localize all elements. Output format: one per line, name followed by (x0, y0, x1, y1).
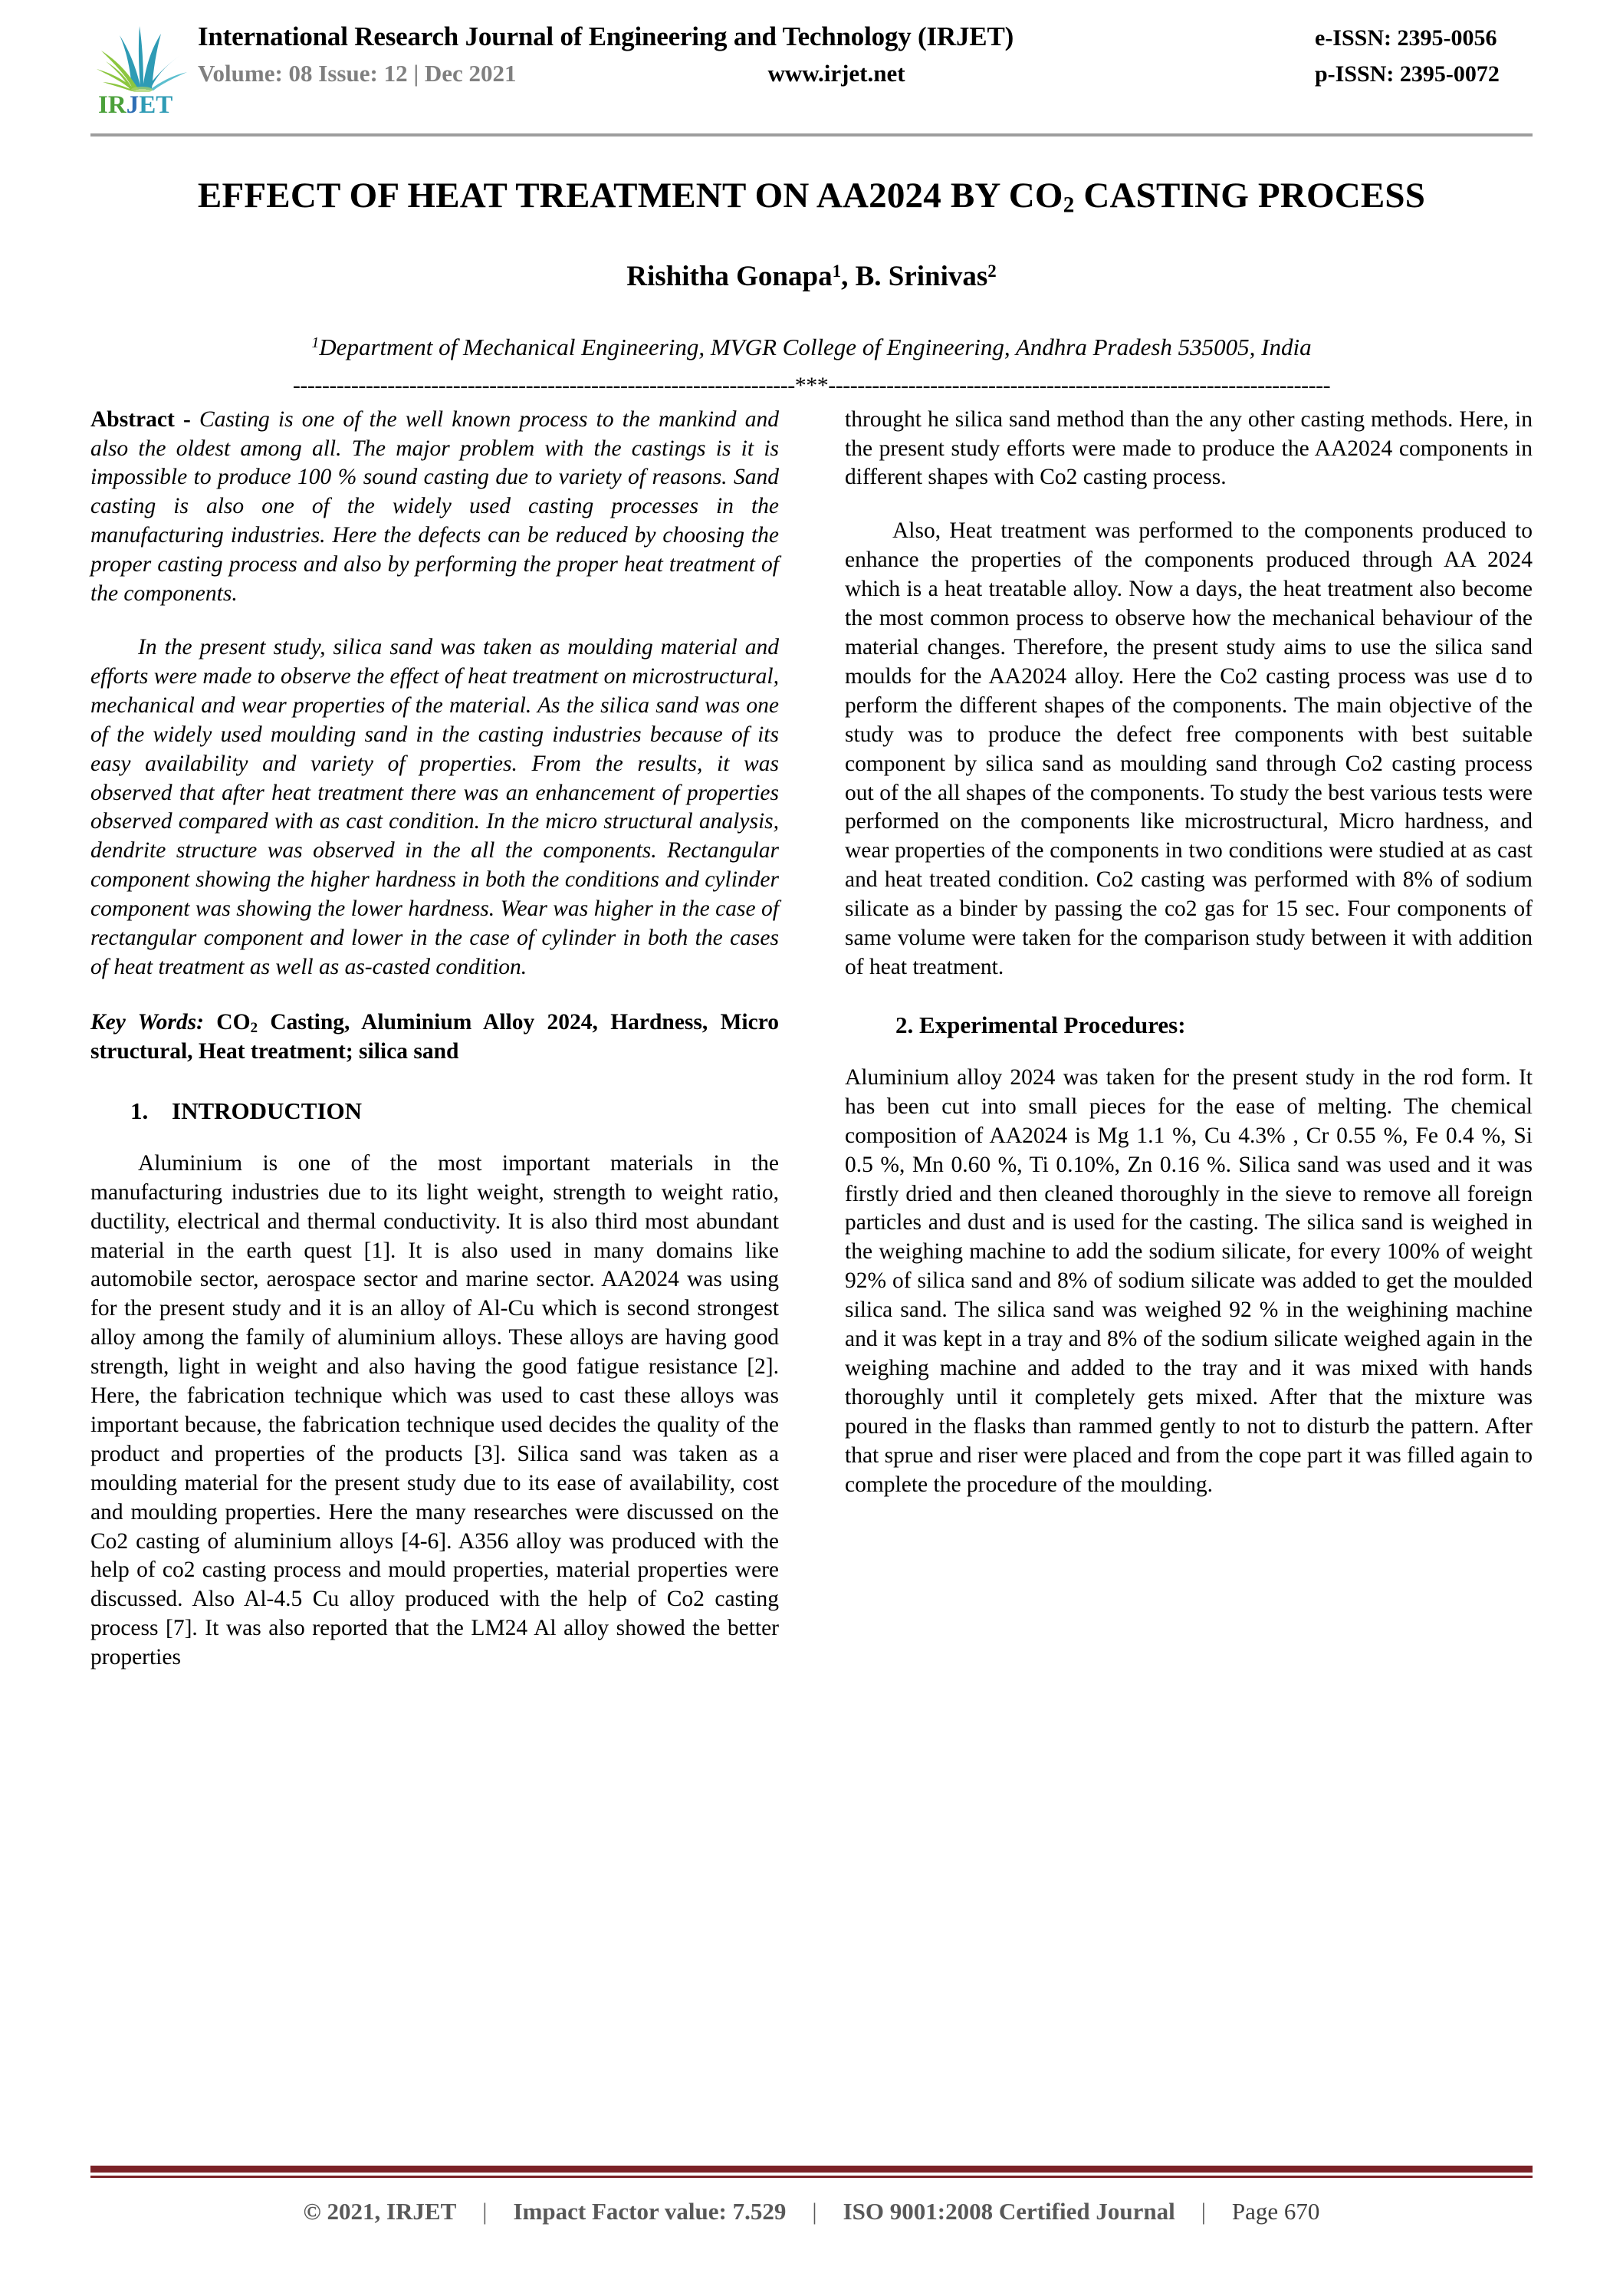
e-issn: e-ISSN: 2395-0056 (1315, 25, 1497, 51)
abstract-paragraph-1 (90, 406, 779, 609)
page-title (90, 175, 1533, 219)
keywords-part-1: CO (203, 1009, 251, 1035)
logo-text-j: J (126, 91, 140, 119)
author-1-affil-marker: 1 (832, 261, 842, 281)
section-heading-experimental-procedures: 2. Experimental Procedures: (895, 1011, 1186, 1038)
introduction-paragraph-2: Also, Heat treatment was performed to the components produced to enhance the properties of the components produced through AA 2024 which is a heat treatable alloy. Now a days, the heat treatment also become the most common process to observe how the mechanical behaviour of the material changes. Therefore, the present study aims to use the silica sand moulds for the AA2024 alloy. Here the Co2 casting process was use d to perform the different shapes of the components. The main objective of the study was to produce the defect free components with best suitable component by silica sand as moulding sand through Co2 casting process out of the all shapes of the components. To study the best various tests were performed on the components like microstructural, Micro hardness, and wear properties of the components in two conditions were studied at as cast and heat treated condition. Co2 casting was performed with 8% of sodium silicate as a binder by passing the co2 gas for 15 sec. Four components of same volume were taken for the comparison study between it with addition of heat treatment. (845, 518, 1533, 979)
journal-masthead (90, 0, 1533, 123)
footer-copyright: © 2021, IRJET (303, 2198, 457, 2225)
experimental-procedures-paragraph-1: Aluminium alloy 2024 was taken for the present study in the rod form. It has been cut into small pieces for the ease of melting. The chemical composition of AA2024 is Mg 1.1 %, Cu 4.3% , Cr 0.55 %, Fe 0.4 %, Si 0.5 %, Mn 0.60 %, Ti 0.10%, Zn 0.16 %. Silica sand was used and it was firstly dried and then cleaned thoroughly in the sieve to remove all foreign particles and dust and is used for the casting. The silica sand is weighed in the weighing machine to add the sodium silicate, for every 100% of weight 92% of silica sand and 8% of sodium silicate was added to get the moulded silica sand. The silica sand was weighed 92 % in the weighining machine and it was kept in a tray and 8% of the sodium silicate weighed again in the weighing machine and added to the tray and it was mixed with hands thoroughly until it completely gets mixed. After that the mixture was poured in the flasks than rammed gently to not to disturb the pattern. After that sprue and riser were placed and from the cope part it was filled again to complete the procedure of the moulding. (845, 1064, 1533, 1497)
footer-rule-thick (90, 2166, 1533, 2173)
footer-divider-3: | (1201, 2198, 1206, 2225)
section-title-introduction: INTRODUCTION (172, 1097, 363, 1124)
footer-text (90, 2198, 1533, 2225)
footer-impact-factor: Impact Factor value: 7.529 (513, 2198, 787, 2225)
author-2-affil-marker: 2 (987, 261, 997, 281)
volume-issue: Volume: 08 Issue: 12 | Dec 2021 (198, 60, 517, 87)
title-part-2: CASTING PROCESS (1074, 176, 1426, 215)
p-issn: p-ISSN: 2395-0072 (1315, 61, 1500, 87)
volume-url-row (198, 60, 1295, 87)
affiliation-marker: 1 (311, 334, 320, 351)
author-list (90, 260, 1533, 293)
section-separator: ---------------------------------------------------------------------***--------------------------------------------------------------------- (292, 372, 1331, 398)
logo-text-et: ET (139, 91, 173, 119)
author-2-name: B. Srinivas (855, 260, 988, 292)
title-subscript: 2 (1063, 192, 1075, 218)
article-body (90, 406, 1533, 1673)
author-1-name: Rishitha Gonapa (626, 260, 833, 292)
affiliation-text: Department of Mechanical Engineering, MVGR College of Engineering, Andhra Pradesh 535005, India (319, 333, 1312, 360)
title-part-1: EFFECT OF HEAT TREATMENT ON AA2024 BY CO (197, 176, 1063, 215)
masthead-text (198, 21, 1533, 87)
footer-divider-2: | (812, 2198, 817, 2225)
section-heading-introduction (90, 1097, 779, 1125)
introduction-continued: throught he silica sand method than the any other casting methods. Here, in the present study efforts were made to produce the AA2024 components in different shapes with Co2 casting process. (845, 406, 1533, 490)
footer-rule-thin (90, 2176, 1533, 2178)
page-footer (90, 2166, 1533, 2225)
irjet-wordmark (98, 93, 189, 118)
author-separator: , (841, 260, 856, 292)
journal-title: International Research Journal of Engineering and Technology (IRJET) (198, 21, 1014, 51)
abstract-paragraph-2: In the present study, silica sand was taken as moulding material and efforts were made to observe the effect of heat treatment on microstructural, mechanical and wear properties of the material. As the silica sand was one of the widely used moulding sand in the casting industries because of its easy availability and variety of properties. From the results, it was observed that after heat treatment there was an enhancement of properties observed compared with as cast condition. In the micro structural analysis, dendrite structure was observed in the all the components. Rectangular component showing the higher hardness in both the conditions and cylinder component was showing the lower hardness. Wear was higher in the case of rectangular component and lower in the case of cylinder in both the cases of heat treatment as well as as-casted condition. (90, 635, 779, 979)
logo-text-ir: IR (98, 91, 126, 119)
footer-page-number: Page 670 (1231, 2198, 1320, 2225)
abstract-label: Abstract - (90, 406, 199, 432)
irjet-logo (97, 21, 189, 118)
footer-divider-1: | (482, 2198, 488, 2225)
masthead-divider (90, 133, 1533, 137)
section-number-1: 1. (130, 1097, 149, 1124)
right-column (845, 406, 1533, 1673)
footer-certification: ISO 9001:2008 Certified Journal (843, 2198, 1175, 2225)
affiliation-line (90, 333, 1533, 363)
keywords-block (90, 1008, 779, 1067)
left-column (90, 406, 779, 1673)
keywords-part-2: Casting, Aluminium Alloy 2024, Hardness, Micro structural, Heat treatment; silica sand (90, 1009, 780, 1064)
abstract-text-1: Casting is one of the well known process to the mankind and also the oldest among all. The major problem with the castings is it is impossible to produce 100 % sound casting due to variety of reasons. Sand casting is also one of the widely used casting processes in the manufacturing industries. Here the defects can be reduced by choosing the proper casting process and also by performing the proper heat treatment of the components. (90, 406, 779, 607)
journal-website-link[interactable]: www.irjet.net (767, 60, 905, 87)
keywords-label: Key Words: (90, 1009, 204, 1035)
fan-leaf-icon (97, 21, 187, 92)
introduction-paragraph-1: Aluminium is one of the most important materials in the manufacturing industries due to its light weight, strength to weight ratio, ductility, electrical and thermal conductivity. It is also third most abundant material in the earth quest [1]. It is also used in many domains like automobile sector, aerospace sector and marine sector. AA2024 was using for the present study and it is an alloy of Al-Cu which is second strongest alloy among the family of aluminium alloys. These alloys are having good strength, light in weight and also having the good fatigue resistance [2]. Here, the fabrication technique which was used to cast these alloys was important because, the fabrication technique used decides the quality of the product and properties of the products [3]. Silica sand was taken as a moulding material for the present study due to its ease of availability, cost and moulding properties. Here the many researches were discussed on the Co2 casting of aluminium alloys [4-6]. A356 alloy was produced with the help of co2 casting process and mould properties, material properties were discussed. Also Al-4.5 Cu alloy produced with the help of Co2 casting process [7]. It was also reported that the LM24 Al alloy showed the better properties (90, 1150, 779, 1670)
keywords-subscript: 2 (250, 1019, 258, 1036)
